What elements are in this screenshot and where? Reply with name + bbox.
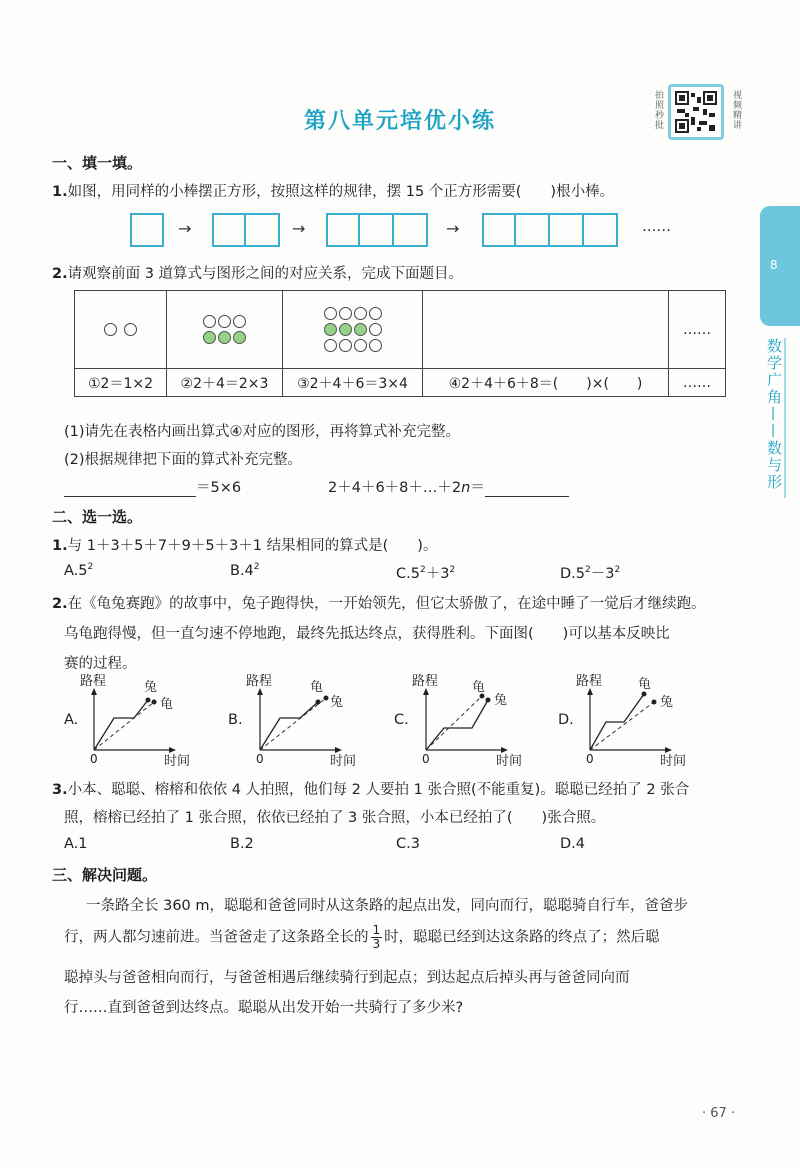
graph-a-tag2: 龟 [160, 697, 174, 712]
s2q2-line3: 赛的过程。 [64, 656, 137, 672]
q1-ellipsis: …… [642, 219, 671, 235]
graph-d-tag1: 龟 [638, 677, 652, 692]
graph-c-tag2: 兔 [494, 693, 508, 708]
s2q3-number: 3. [52, 782, 68, 798]
q2-sub1: (1)请先在表格内画出算式④对应的图形，再将算式补充完整。 [64, 424, 461, 440]
section2-heading: 二、选一选。 [52, 508, 143, 526]
section3-heading: 三、解决问题。 [52, 866, 158, 884]
q2-sub2: (2)根据规律把下面的算式补充完整。 [64, 452, 303, 468]
graph-b-xlabel: 时间 [330, 754, 357, 766]
graph-a-xlabel: 时间 [164, 754, 191, 766]
pattern-cell-2 [167, 291, 283, 369]
graph-d-xlabel: 时间 [660, 754, 687, 766]
unit-number: 8 [770, 258, 778, 272]
fraction-one-third: $\frac{1}{3}$ [372, 923, 381, 951]
graph-b-tag1: 龟 [310, 680, 324, 695]
graph-c[interactable] [412, 672, 532, 766]
graph-d-letter[interactable]: D. [558, 712, 574, 728]
eq2-eq: ＝ [470, 480, 485, 496]
graph-a-tag1: 兔 [144, 680, 158, 695]
s2q1-text: 与 1＋3＋5＋7＋9＋5＋3＋1 结果相同的算式是( )。 [67, 538, 438, 554]
pattern-cell-4-blank[interactable] [423, 291, 669, 369]
s3-line4: 行……直到爸爸到达终点。聪聪从出发开始一共骑行了多少米? [64, 1000, 464, 1016]
formula-2: ②2＋4＝2×3 [167, 369, 283, 397]
formula-3: ③2＋4＋6＝3×4 [283, 369, 423, 397]
section1-heading: 一、填一填。 [52, 154, 143, 172]
graph-c-tag1: 龟 [472, 680, 486, 695]
graph-d-ylabel: 路程 [576, 674, 603, 689]
pattern-cell-3 [283, 291, 423, 369]
option-c[interactable]: $C.5^2+3^2$ [396, 565, 456, 582]
q1-text: 如图，用同样的小棒摆正方形，按照这样的规律，摆 15 个正方形需要( )根小棒。 [67, 184, 615, 200]
s2q1-number: 1. [52, 538, 68, 554]
s2q3-option-a[interactable]: A.1 [64, 836, 88, 852]
qr-code[interactable] [668, 84, 724, 140]
arrow-icon: → [446, 219, 460, 238]
eq1-right: ＝5×6 [196, 480, 242, 496]
page-title: 第八单元培优小练 [303, 109, 496, 134]
formula-1: ①2＝1×2 [75, 369, 167, 397]
pattern-cell-1 [75, 291, 167, 369]
option-b[interactable]: $B.4^2$ [230, 562, 260, 579]
graph-a-letter[interactable]: A. [64, 712, 79, 728]
s2q3-option-c[interactable]: C.3 [396, 836, 420, 852]
s3-line1: 一条路全长 360 m，聪聪和爸爸同时从这条路的起点出发，同向而行，聪聪骑自行车，爸爸步 [86, 898, 689, 914]
graph-b-ylabel: 路程 [246, 674, 273, 689]
s2q3-option-b[interactable]: B.2 [230, 836, 254, 852]
q1-number: 1. [52, 184, 68, 200]
formula-4: ④2＋4＋6＋8＝( )×( ) [423, 369, 669, 397]
eq2-var: n [461, 480, 471, 496]
s2q2-number: 2. [52, 596, 68, 612]
qr-right-caption: 视频精讲 [731, 90, 741, 130]
qr-left-caption: 拍照秒批 [653, 90, 663, 130]
arrow-icon: → [178, 219, 192, 238]
graph-a[interactable] [80, 672, 200, 766]
graph-d[interactable] [576, 672, 696, 766]
graph-a-origin: 0 [90, 752, 98, 766]
q2-number: 2. [52, 266, 68, 282]
graph-d-tag2: 兔 [660, 695, 674, 710]
graph-b-tag2: 兔 [330, 695, 344, 710]
pattern-table [74, 290, 726, 397]
graph-c-letter[interactable]: C. [394, 712, 409, 728]
s2q3-line1: 小本、聪聪、榕榕和依依 4 人拍照，他们每 2 人要拍 1 张合照(不能重复)。聪聪已经拍了 2 张合 [67, 782, 690, 798]
pattern-cell-ellipsis: …… [669, 291, 726, 369]
unit-topic-label: 数学广角——数与形 [765, 338, 783, 491]
option-a[interactable]: $A.5^2$ [64, 562, 94, 579]
q2-text: 请观察前面 3 道算式与图形之间的对应关系，完成下面题目。 [67, 266, 464, 282]
graph-c-origin: 0 [422, 752, 430, 766]
qr-code-icon [675, 91, 717, 133]
s3-line2b: 时，聪聪已经到达这条路的终点了；然后聪 [384, 929, 660, 946]
graph-c-ylabel: 路程 [412, 674, 439, 689]
graph-a-ylabel: 路程 [80, 674, 107, 689]
eq2-left: 2＋4＋6＋8＋…＋2 [328, 480, 462, 496]
unit-side-tab [760, 206, 800, 326]
graph-d-origin: 0 [586, 752, 594, 766]
formula-ellipsis: …… [669, 369, 726, 397]
s2q2-line2: 乌龟跑得慢，但一直匀速不停地跑，最终先抵达终点，获得胜利。下面图( )可以基本反映比 [64, 626, 670, 642]
s2q3-line2: 照，榕榕已经拍了 1 张合照，依依已经拍了 3 张合照，小本已经拍了( )张合照。 [64, 810, 606, 826]
graph-b-letter[interactable]: B. [228, 712, 243, 728]
option-d[interactable]: $D.5^2-3^2$ [560, 565, 621, 582]
answer-blank[interactable] [485, 496, 569, 497]
s3-line3: 聪掉头与爸爸相向而行，与爸爸相遇后继续骑行到起点；到达起点后掉头再与爸爸同向而 [64, 970, 630, 986]
s2q2-line1: 在《龟兔赛跑》的故事中，兔子跑得快，一开始领先，但它太骄傲了，在途中睡了一觉后才继续跑。 [67, 596, 706, 612]
graph-b-origin: 0 [256, 752, 264, 766]
answer-blank[interactable] [64, 496, 196, 497]
graph-b[interactable] [246, 672, 366, 766]
s2q3-option-d[interactable]: D.4 [560, 836, 585, 852]
graph-c-xlabel: 时间 [496, 754, 523, 766]
s3-line2a: 行，两人都匀速前进。当爸爸走了这条路全长的 [64, 929, 369, 946]
page-number: · 67 · [702, 1106, 736, 1121]
arrow-icon: → [292, 219, 306, 238]
